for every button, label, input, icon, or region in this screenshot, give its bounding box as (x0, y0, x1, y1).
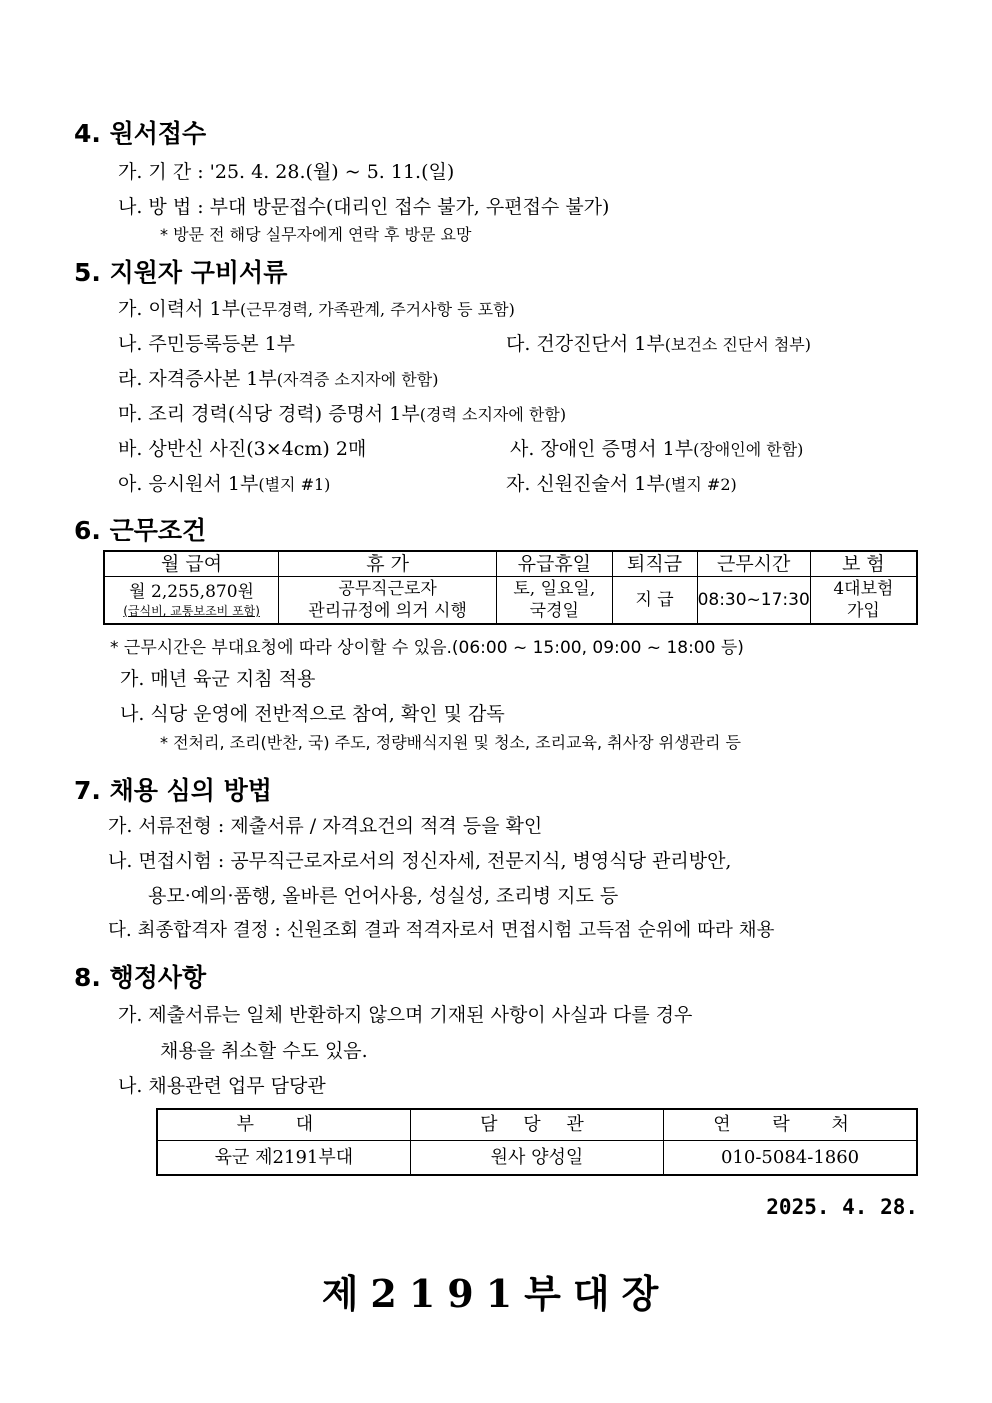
admin-b: 나. 채용관련 업무 담당관 (118, 1075, 326, 1097)
header-leave: 휴 가 (279, 551, 497, 577)
cell-hours: 08:30~17:30 (697, 577, 810, 625)
application-method: 나. 방 법 : 부대 방문접수(대리인 접수 불가, 우편접수 불가) (118, 196, 610, 218)
admin-a-1: 가. 제출서류는 일체 반환하지 않으며 기재된 사항이 사실과 다를 경우 (118, 1004, 693, 1026)
table-header-row (157, 1109, 917, 1141)
work-conditions-table (103, 550, 918, 625)
doc-item: 아. 응시원서 1부(별지 #1) (118, 473, 331, 495)
cell-phone: 010-5084-1860 (664, 1141, 917, 1176)
header-severance: 퇴직금 (612, 551, 697, 577)
signature-title: 제2191부대장 (321, 1271, 671, 1316)
table-row (157, 1141, 917, 1176)
doc-item: 마. 조리 경력(식당 경력) 증명서 1부(경력 소지자에 한함) (118, 403, 567, 425)
condition-b-note: * 전처리, 조리(반찬, 국) 주도, 정량배식지원 및 청소, 조리교육, 취사장 위생관리 등 (160, 733, 741, 752)
cell-leave: 공무직근로자 관리규정에 의거 시행 (279, 577, 497, 625)
cell-pay: 월 2,255,870원 (급식비, 교통보조비 포함) (104, 577, 279, 625)
contact-table (156, 1108, 918, 1176)
cell-holiday: 토, 일요일, 국경일 (497, 577, 613, 625)
doc-item: 바. 상반신 사진(3×4cm) 2매 (118, 438, 367, 460)
doc-item: 나. 주민등록등본 1부 (118, 333, 296, 355)
section-8-title: 8. 행정사항 (74, 963, 207, 992)
application-period: 가. 기 간 : '25. 4. 28.(월) ~ 5. 11.(일) (118, 161, 455, 183)
doc-item: 라. 자격증사본 1부(자격증 소지자에 한함) (118, 368, 439, 390)
section-6-title: 6. 근무조건 (74, 516, 207, 545)
cell-insurance: 4대보험 가입 (810, 577, 917, 625)
doc-item: 사. 장애인 증명서 1부(장애인에 한함) (510, 438, 804, 460)
review-b-1: 나. 면접시험 : 공무직근로자로서의 정신자세, 전문지식, 병영식당 관리방안, (108, 850, 732, 872)
header-contact: 연 락 처 (664, 1109, 917, 1141)
header-officer: 담 당 관 (410, 1109, 663, 1141)
visit-note: * 방문 전 해당 실무자에게 연락 후 방문 요망 (160, 225, 472, 244)
header-insurance: 보 험 (810, 551, 917, 577)
header-hours: 근무시간 (697, 551, 810, 577)
review-a: 가. 서류전형 : 제출서류 / 자격요건의 적격 등을 확인 (108, 815, 543, 837)
header-paid-holiday: 유급휴일 (497, 551, 613, 577)
admin-a-2: 채용을 취소할 수도 있음. (160, 1040, 368, 1062)
section-5-title: 5. 지원자 구비서류 (74, 258, 288, 287)
header-pay: 월 급여 (104, 551, 279, 577)
table-row (104, 577, 917, 625)
hours-note: * 근무시간은 부대요청에 따라 상이할 수 있음.(06:00 ~ 15:00, 09:00 ~ 18:00 등) (110, 638, 744, 658)
doc-item: 가. 이력서 1부(근무경력, 가족관계, 주거사항 등 포함) (118, 298, 515, 320)
cell-officer: 원사 양성일 (410, 1141, 663, 1176)
section-4-title: 4. 원서접수 (74, 119, 207, 148)
section-7-title: 7. 채용 심의 방법 (74, 776, 272, 805)
condition-b: 나. 식당 운영에 전반적으로 참여, 확인 및 감독 (120, 703, 505, 725)
review-c: 다. 최종합격자 결정 : 신원조회 결과 적격자로서 면접시험 고득점 순위에 따라 채용 (108, 920, 775, 941)
doc-item: 다. 건강진단서 1부(보건소 진단서 첨부) (506, 333, 811, 355)
document-date: 2025. 4. 28. (766, 1195, 918, 1219)
review-b-2: 용모·예의·품행, 올바른 언어사용, 성실성, 조리병 지도 등 (148, 885, 619, 907)
header-unit: 부 대 (157, 1109, 410, 1141)
table-header-row (104, 551, 917, 577)
cell-unit: 육군 제2191부대 (157, 1141, 410, 1176)
cell-severance: 지 급 (612, 577, 697, 625)
condition-a: 가. 매년 육군 지침 적용 (120, 668, 316, 690)
doc-item: 자. 신원진술서 1부(별지 #2) (506, 473, 737, 495)
